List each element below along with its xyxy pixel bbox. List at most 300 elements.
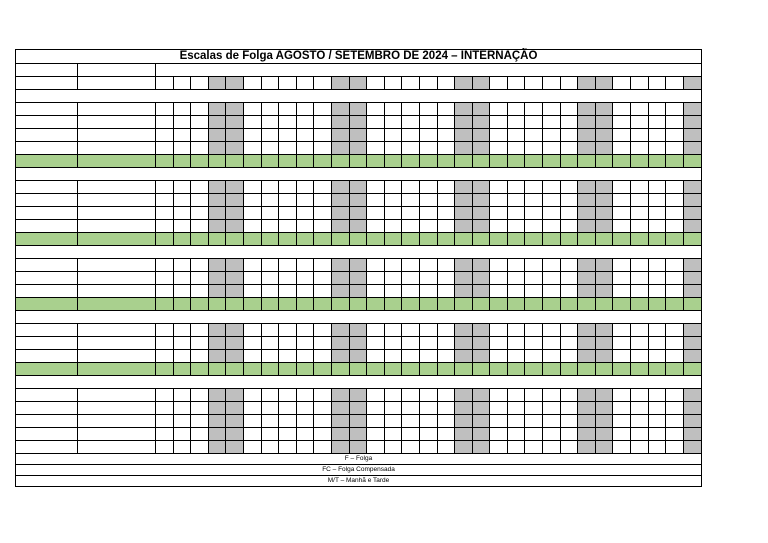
day-cell[interactable]	[156, 272, 174, 284]
day-cell[interactable]	[508, 415, 526, 427]
day-cell[interactable]	[262, 363, 280, 375]
day-cell[interactable]	[174, 441, 192, 453]
day-cell[interactable]	[367, 363, 385, 375]
day-cell[interactable]	[508, 233, 526, 245]
employee-role-cell[interactable]	[78, 415, 156, 427]
day-cell[interactable]	[543, 259, 561, 271]
weekend-day-cell[interactable]	[473, 350, 491, 362]
day-cell[interactable]	[385, 181, 403, 193]
day-cell[interactable]	[631, 298, 649, 310]
weekend-day-cell[interactable]	[332, 298, 350, 310]
weekend-day-cell[interactable]	[209, 337, 227, 349]
day-cell[interactable]	[191, 298, 209, 310]
weekend-day-cell[interactable]	[332, 233, 350, 245]
weekend-day-cell[interactable]	[684, 337, 702, 349]
day-cell[interactable]	[631, 129, 649, 141]
weekend-day-cell[interactable]	[455, 428, 473, 440]
day-cell[interactable]	[613, 402, 631, 414]
day-cell[interactable]	[174, 155, 192, 167]
day-cell[interactable]	[385, 77, 403, 89]
weekend-day-cell[interactable]	[684, 324, 702, 336]
employee-role-cell[interactable]	[78, 441, 156, 453]
day-cell[interactable]	[613, 142, 631, 154]
day-cell[interactable]	[156, 259, 174, 271]
day-cell[interactable]	[262, 415, 280, 427]
day-cell[interactable]	[385, 103, 403, 115]
employee-role-cell[interactable]	[78, 77, 156, 89]
day-cell[interactable]	[490, 116, 508, 128]
day-cell[interactable]	[262, 298, 280, 310]
employee-name-cell[interactable]	[16, 233, 78, 245]
weekend-day-cell[interactable]	[226, 324, 244, 336]
day-cell[interactable]	[438, 441, 456, 453]
weekend-day-cell[interactable]	[578, 441, 596, 453]
day-cell[interactable]	[279, 233, 297, 245]
weekend-day-cell[interactable]	[332, 103, 350, 115]
day-cell[interactable]	[314, 77, 332, 89]
day-cell[interactable]	[314, 428, 332, 440]
day-cell[interactable]	[297, 285, 315, 297]
employee-role-cell[interactable]	[78, 324, 156, 336]
day-cell[interactable]	[649, 129, 667, 141]
employee-name-cell[interactable]	[16, 77, 78, 89]
weekend-day-cell[interactable]	[350, 441, 368, 453]
day-cell[interactable]	[174, 272, 192, 284]
day-cell[interactable]	[156, 103, 174, 115]
day-cell[interactable]	[613, 233, 631, 245]
day-cell[interactable]	[649, 389, 667, 401]
weekend-day-cell[interactable]	[350, 129, 368, 141]
day-cell[interactable]	[367, 272, 385, 284]
day-cell[interactable]	[297, 363, 315, 375]
day-cell[interactable]	[649, 116, 667, 128]
day-cell[interactable]	[420, 298, 438, 310]
weekend-day-cell[interactable]	[226, 337, 244, 349]
day-cell[interactable]	[367, 207, 385, 219]
weekend-day-cell[interactable]	[473, 337, 491, 349]
day-cell[interactable]	[279, 259, 297, 271]
day-cell[interactable]	[490, 272, 508, 284]
weekend-day-cell[interactable]	[455, 77, 473, 89]
day-cell[interactable]	[262, 220, 280, 232]
day-cell[interactable]	[174, 324, 192, 336]
day-cell[interactable]	[262, 402, 280, 414]
weekend-day-cell[interactable]	[350, 324, 368, 336]
day-cell[interactable]	[420, 259, 438, 271]
day-cell[interactable]	[297, 220, 315, 232]
employee-role-cell[interactable]	[78, 103, 156, 115]
day-cell[interactable]	[191, 428, 209, 440]
weekend-day-cell[interactable]	[226, 207, 244, 219]
employee-name-cell[interactable]	[16, 428, 78, 440]
weekend-day-cell[interactable]	[684, 363, 702, 375]
day-cell[interactable]	[490, 350, 508, 362]
employee-role-cell[interactable]	[78, 181, 156, 193]
day-cell[interactable]	[613, 129, 631, 141]
day-cell[interactable]	[631, 428, 649, 440]
weekend-day-cell[interactable]	[473, 155, 491, 167]
day-cell[interactable]	[490, 194, 508, 206]
weekend-day-cell[interactable]	[684, 103, 702, 115]
weekend-day-cell[interactable]	[473, 285, 491, 297]
day-cell[interactable]	[613, 441, 631, 453]
day-cell[interactable]	[438, 324, 456, 336]
weekend-day-cell[interactable]	[684, 155, 702, 167]
day-cell[interactable]	[402, 428, 420, 440]
day-cell[interactable]	[649, 194, 667, 206]
day-cell[interactable]	[262, 285, 280, 297]
day-cell[interactable]	[508, 103, 526, 115]
day-cell[interactable]	[649, 324, 667, 336]
weekend-day-cell[interactable]	[226, 233, 244, 245]
day-cell[interactable]	[156, 350, 174, 362]
day-cell[interactable]	[508, 428, 526, 440]
day-cell[interactable]	[543, 103, 561, 115]
weekend-day-cell[interactable]	[578, 298, 596, 310]
weekend-day-cell[interactable]	[578, 285, 596, 297]
weekend-day-cell[interactable]	[596, 129, 614, 141]
day-cell[interactable]	[420, 363, 438, 375]
weekend-day-cell[interactable]	[684, 298, 702, 310]
weekend-day-cell[interactable]	[332, 142, 350, 154]
day-cell[interactable]	[490, 337, 508, 349]
day-cell[interactable]	[525, 389, 543, 401]
weekend-day-cell[interactable]	[209, 441, 227, 453]
day-cell[interactable]	[613, 259, 631, 271]
day-cell[interactable]	[402, 129, 420, 141]
weekend-day-cell[interactable]	[332, 441, 350, 453]
day-cell[interactable]	[174, 116, 192, 128]
day-cell[interactable]	[666, 155, 684, 167]
day-cell[interactable]	[649, 337, 667, 349]
day-cell[interactable]	[508, 129, 526, 141]
weekend-day-cell[interactable]	[332, 389, 350, 401]
day-cell[interactable]	[525, 350, 543, 362]
day-cell[interactable]	[561, 77, 579, 89]
employee-role-cell[interactable]	[78, 298, 156, 310]
day-cell[interactable]	[508, 363, 526, 375]
weekend-day-cell[interactable]	[209, 259, 227, 271]
day-cell[interactable]	[402, 441, 420, 453]
weekend-day-cell[interactable]	[226, 181, 244, 193]
day-cell[interactable]	[385, 233, 403, 245]
day-cell[interactable]	[649, 298, 667, 310]
day-cell[interactable]	[156, 285, 174, 297]
day-cell[interactable]	[490, 285, 508, 297]
day-cell[interactable]	[561, 337, 579, 349]
day-cell[interactable]	[244, 207, 262, 219]
day-cell[interactable]	[262, 350, 280, 362]
weekend-day-cell[interactable]	[350, 194, 368, 206]
day-cell[interactable]	[525, 194, 543, 206]
day-cell[interactable]	[367, 402, 385, 414]
day-cell[interactable]	[191, 142, 209, 154]
weekend-day-cell[interactable]	[209, 324, 227, 336]
weekend-day-cell[interactable]	[209, 116, 227, 128]
weekend-day-cell[interactable]	[473, 402, 491, 414]
weekend-day-cell[interactable]	[684, 220, 702, 232]
day-cell[interactable]	[666, 116, 684, 128]
day-cell[interactable]	[561, 324, 579, 336]
day-cell[interactable]	[244, 233, 262, 245]
weekend-day-cell[interactable]	[226, 194, 244, 206]
day-cell[interactable]	[649, 220, 667, 232]
employee-name-cell[interactable]	[16, 272, 78, 284]
employee-role-cell[interactable]	[78, 194, 156, 206]
day-cell[interactable]	[508, 142, 526, 154]
day-cell[interactable]	[649, 272, 667, 284]
weekend-day-cell[interactable]	[473, 324, 491, 336]
day-cell[interactable]	[367, 337, 385, 349]
day-cell[interactable]	[314, 272, 332, 284]
weekend-day-cell[interactable]	[350, 155, 368, 167]
weekend-day-cell[interactable]	[350, 142, 368, 154]
employee-role-cell[interactable]	[78, 207, 156, 219]
day-cell[interactable]	[402, 142, 420, 154]
day-cell[interactable]	[402, 155, 420, 167]
day-cell[interactable]	[438, 350, 456, 362]
employee-role-cell[interactable]	[78, 129, 156, 141]
day-cell[interactable]	[543, 155, 561, 167]
weekend-day-cell[interactable]	[226, 363, 244, 375]
day-cell[interactable]	[156, 428, 174, 440]
day-cell[interactable]	[649, 77, 667, 89]
day-cell[interactable]	[156, 441, 174, 453]
day-cell[interactable]	[666, 350, 684, 362]
day-cell[interactable]	[385, 116, 403, 128]
weekend-day-cell[interactable]	[455, 350, 473, 362]
weekend-day-cell[interactable]	[226, 415, 244, 427]
day-cell[interactable]	[279, 220, 297, 232]
employee-role-cell[interactable]	[78, 233, 156, 245]
weekend-day-cell[interactable]	[350, 259, 368, 271]
day-cell[interactable]	[438, 285, 456, 297]
weekend-day-cell[interactable]	[332, 259, 350, 271]
day-cell[interactable]	[438, 77, 456, 89]
day-cell[interactable]	[297, 233, 315, 245]
employee-name-cell[interactable]	[16, 142, 78, 154]
day-cell[interactable]	[297, 103, 315, 115]
employee-name-cell[interactable]	[16, 324, 78, 336]
weekend-day-cell[interactable]	[350, 220, 368, 232]
weekend-day-cell[interactable]	[226, 428, 244, 440]
day-cell[interactable]	[174, 142, 192, 154]
weekend-day-cell[interactable]	[455, 155, 473, 167]
weekend-day-cell[interactable]	[596, 220, 614, 232]
weekend-day-cell[interactable]	[578, 350, 596, 362]
day-cell[interactable]	[174, 233, 192, 245]
weekend-day-cell[interactable]	[209, 415, 227, 427]
day-cell[interactable]	[262, 155, 280, 167]
employee-name-cell[interactable]	[16, 103, 78, 115]
day-cell[interactable]	[191, 155, 209, 167]
day-cell[interactable]	[438, 142, 456, 154]
weekend-day-cell[interactable]	[332, 220, 350, 232]
weekend-day-cell[interactable]	[209, 194, 227, 206]
weekend-day-cell[interactable]	[684, 142, 702, 154]
day-cell[interactable]	[490, 207, 508, 219]
day-cell[interactable]	[525, 324, 543, 336]
day-cell[interactable]	[490, 402, 508, 414]
day-cell[interactable]	[508, 220, 526, 232]
day-cell[interactable]	[367, 233, 385, 245]
weekend-day-cell[interactable]	[596, 389, 614, 401]
day-cell[interactable]	[438, 103, 456, 115]
day-cell[interactable]	[262, 207, 280, 219]
employee-name-cell[interactable]	[16, 285, 78, 297]
day-cell[interactable]	[543, 272, 561, 284]
day-cell[interactable]	[385, 194, 403, 206]
day-cell[interactable]	[297, 77, 315, 89]
weekend-day-cell[interactable]	[455, 298, 473, 310]
weekend-day-cell[interactable]	[209, 350, 227, 362]
day-cell[interactable]	[649, 441, 667, 453]
day-cell[interactable]	[543, 142, 561, 154]
day-cell[interactable]	[561, 233, 579, 245]
day-cell[interactable]	[666, 428, 684, 440]
day-cell[interactable]	[279, 441, 297, 453]
day-cell[interactable]	[561, 116, 579, 128]
weekend-day-cell[interactable]	[455, 142, 473, 154]
weekend-day-cell[interactable]	[596, 272, 614, 284]
weekend-day-cell[interactable]	[350, 272, 368, 284]
day-cell[interactable]	[561, 142, 579, 154]
day-cell[interactable]	[191, 415, 209, 427]
weekend-day-cell[interactable]	[209, 428, 227, 440]
day-cell[interactable]	[508, 389, 526, 401]
day-cell[interactable]	[402, 233, 420, 245]
weekend-day-cell[interactable]	[455, 285, 473, 297]
day-cell[interactable]	[508, 259, 526, 271]
weekend-day-cell[interactable]	[684, 402, 702, 414]
day-cell[interactable]	[402, 259, 420, 271]
weekend-day-cell[interactable]	[473, 259, 491, 271]
day-cell[interactable]	[385, 428, 403, 440]
weekend-day-cell[interactable]	[226, 129, 244, 141]
day-cell[interactable]	[490, 220, 508, 232]
day-cell[interactable]	[631, 337, 649, 349]
day-cell[interactable]	[613, 298, 631, 310]
day-cell[interactable]	[490, 324, 508, 336]
day-cell[interactable]	[631, 142, 649, 154]
day-cell[interactable]	[156, 129, 174, 141]
day-cell[interactable]	[279, 181, 297, 193]
weekend-day-cell[interactable]	[578, 129, 596, 141]
day-cell[interactable]	[631, 233, 649, 245]
day-cell[interactable]	[649, 103, 667, 115]
day-cell[interactable]	[174, 207, 192, 219]
day-cell[interactable]	[420, 103, 438, 115]
day-cell[interactable]	[297, 441, 315, 453]
weekend-day-cell[interactable]	[209, 181, 227, 193]
day-cell[interactable]	[385, 363, 403, 375]
day-cell[interactable]	[490, 363, 508, 375]
day-cell[interactable]	[244, 337, 262, 349]
day-cell[interactable]	[191, 363, 209, 375]
day-cell[interactable]	[420, 116, 438, 128]
weekend-day-cell[interactable]	[684, 233, 702, 245]
employee-name-cell[interactable]	[16, 259, 78, 271]
day-cell[interactable]	[420, 142, 438, 154]
weekend-day-cell[interactable]	[350, 181, 368, 193]
weekend-day-cell[interactable]	[209, 142, 227, 154]
weekend-day-cell[interactable]	[226, 272, 244, 284]
weekend-day-cell[interactable]	[455, 259, 473, 271]
day-cell[interactable]	[561, 428, 579, 440]
day-cell[interactable]	[649, 155, 667, 167]
weekend-day-cell[interactable]	[578, 402, 596, 414]
day-cell[interactable]	[279, 298, 297, 310]
day-cell[interactable]	[314, 298, 332, 310]
day-cell[interactable]	[262, 272, 280, 284]
day-cell[interactable]	[385, 402, 403, 414]
day-cell[interactable]	[490, 142, 508, 154]
weekend-day-cell[interactable]	[226, 389, 244, 401]
day-cell[interactable]	[156, 77, 174, 89]
day-cell[interactable]	[561, 298, 579, 310]
day-cell[interactable]	[666, 194, 684, 206]
day-cell[interactable]	[385, 350, 403, 362]
day-cell[interactable]	[385, 285, 403, 297]
day-cell[interactable]	[420, 441, 438, 453]
employee-role-cell[interactable]	[78, 142, 156, 154]
day-cell[interactable]	[420, 428, 438, 440]
day-cell[interactable]	[191, 324, 209, 336]
day-cell[interactable]	[508, 77, 526, 89]
day-cell[interactable]	[156, 402, 174, 414]
day-cell[interactable]	[297, 272, 315, 284]
day-cell[interactable]	[613, 194, 631, 206]
day-cell[interactable]	[438, 415, 456, 427]
employee-name-cell[interactable]	[16, 415, 78, 427]
day-cell[interactable]	[508, 272, 526, 284]
weekend-day-cell[interactable]	[473, 103, 491, 115]
day-cell[interactable]	[262, 194, 280, 206]
day-cell[interactable]	[244, 285, 262, 297]
weekend-day-cell[interactable]	[332, 207, 350, 219]
weekend-day-cell[interactable]	[578, 415, 596, 427]
day-cell[interactable]	[314, 402, 332, 414]
weekend-day-cell[interactable]	[455, 233, 473, 245]
weekend-day-cell[interactable]	[596, 233, 614, 245]
weekend-day-cell[interactable]	[684, 129, 702, 141]
employee-role-cell[interactable]	[78, 272, 156, 284]
day-cell[interactable]	[543, 116, 561, 128]
day-cell[interactable]	[244, 402, 262, 414]
day-cell[interactable]	[244, 415, 262, 427]
weekend-day-cell[interactable]	[226, 298, 244, 310]
weekend-day-cell[interactable]	[209, 103, 227, 115]
day-cell[interactable]	[508, 181, 526, 193]
weekend-day-cell[interactable]	[226, 142, 244, 154]
weekend-day-cell[interactable]	[332, 402, 350, 414]
day-cell[interactable]	[490, 389, 508, 401]
day-cell[interactable]	[490, 155, 508, 167]
day-cell[interactable]	[420, 194, 438, 206]
day-cell[interactable]	[244, 103, 262, 115]
day-cell[interactable]	[666, 272, 684, 284]
day-cell[interactable]	[244, 181, 262, 193]
day-cell[interactable]	[385, 415, 403, 427]
day-cell[interactable]	[244, 194, 262, 206]
weekend-day-cell[interactable]	[209, 129, 227, 141]
day-cell[interactable]	[490, 129, 508, 141]
day-cell[interactable]	[666, 415, 684, 427]
weekend-day-cell[interactable]	[350, 103, 368, 115]
day-cell[interactable]	[508, 350, 526, 362]
day-cell[interactable]	[543, 77, 561, 89]
day-cell[interactable]	[420, 350, 438, 362]
